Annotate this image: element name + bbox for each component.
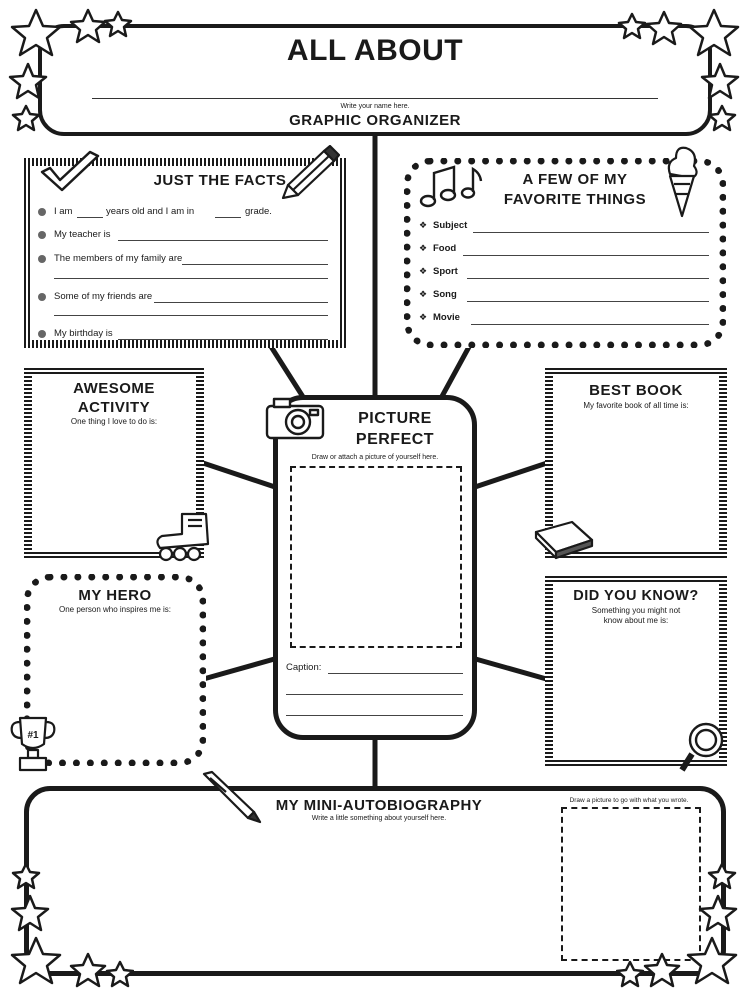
magnifying-glass-icon xyxy=(678,720,726,774)
bullet-icon xyxy=(38,208,46,216)
song-line[interactable] xyxy=(467,301,709,302)
roller-skate-icon xyxy=(152,510,212,562)
diamond-icon: ❖ xyxy=(419,289,428,299)
activity-sub: One thing I love to do is: xyxy=(70,417,158,426)
bio-sub: Write a little something about yourself here. xyxy=(311,815,447,822)
name-hint: Write your name here. xyxy=(340,103,410,110)
bullet-icon xyxy=(38,293,46,301)
activity-heading-2: ACTIVITY xyxy=(77,399,151,416)
sport-line[interactable] xyxy=(467,278,709,279)
hero-heading: MY HERO xyxy=(78,587,152,604)
fav-sport: Sport xyxy=(433,266,458,277)
fact-birthday: My birthday is xyxy=(54,328,113,339)
know-heading: DID YOU KNOW? xyxy=(573,588,699,604)
bullet-icon xyxy=(38,330,46,338)
pencil-icon xyxy=(280,145,340,199)
fact-teacher: My teacher is xyxy=(54,229,111,240)
bullet-icon xyxy=(38,255,46,263)
picture-heading-2: PERFECT xyxy=(355,431,435,448)
title-box xyxy=(38,24,712,136)
page-title: ALL ABOUT xyxy=(286,34,464,67)
picture-sub: Draw or attach a picture of yourself here. xyxy=(311,454,439,461)
checkmark-icon xyxy=(40,150,100,192)
grade-line[interactable] xyxy=(215,217,241,218)
name-line[interactable] xyxy=(92,98,658,99)
trophy-icon xyxy=(10,714,56,774)
favorites-heading-1: A FEW OF MY xyxy=(522,171,628,188)
music-notes-icon xyxy=(418,163,484,209)
star-cluster-icon xyxy=(616,858,746,993)
camera-icon xyxy=(264,396,326,442)
fav-song: Song xyxy=(433,289,457,300)
picture-box xyxy=(273,395,477,740)
fact-friends: Some of my friends are xyxy=(54,291,153,302)
photo-frame[interactable] xyxy=(290,466,462,648)
star-cluster-icon xyxy=(6,6,136,136)
bio-draw-hint: Draw a picture to go with what you wrote. xyxy=(569,797,689,804)
diamond-icon: ❖ xyxy=(419,312,428,322)
know-sub-2: know about me is: xyxy=(603,616,669,625)
age-line[interactable] xyxy=(77,217,103,218)
movie-line[interactable] xyxy=(471,324,709,325)
subtitle: GRAPHIC ORGANIZER xyxy=(289,112,461,129)
fav-movie: Movie xyxy=(433,312,460,323)
bullet-icon xyxy=(38,231,46,239)
book-heading: BEST BOOK xyxy=(589,382,683,399)
trophy-label: #1 xyxy=(27,730,39,741)
picture-heading-1: PICTURE xyxy=(358,410,432,427)
activity-heading-1: AWESOME xyxy=(73,380,155,397)
caption-line-1[interactable] xyxy=(328,673,463,674)
diamond-icon: ❖ xyxy=(419,243,428,253)
fact-age-pre: I am xyxy=(54,206,73,217)
facts-heading: JUST THE FACTS xyxy=(153,172,287,189)
food-line[interactable] xyxy=(463,255,709,256)
pen-icon xyxy=(202,770,262,824)
family-line[interactable] xyxy=(182,264,328,265)
subject-line[interactable] xyxy=(473,232,709,233)
friends-line[interactable] xyxy=(154,302,328,303)
star-cluster-icon xyxy=(614,6,744,136)
friends-line-2[interactable] xyxy=(54,315,328,316)
caption-label: Caption: xyxy=(286,662,322,673)
diamond-icon: ❖ xyxy=(419,220,428,230)
bio-heading: MY MINI-AUTOBIOGRAPHY xyxy=(275,797,483,814)
caption-line-3[interactable] xyxy=(286,715,463,716)
book-sub: My favorite book of all time is: xyxy=(583,401,689,410)
birthday-line[interactable] xyxy=(118,339,328,340)
fav-food: Food xyxy=(433,243,457,254)
ice-cream-icon xyxy=(664,144,700,218)
book-icon xyxy=(532,518,596,560)
fact-age-post: grade. xyxy=(245,206,272,217)
hero-sub: One person who inspires me is: xyxy=(58,605,172,614)
fact-family: The members of my family are xyxy=(54,253,183,264)
family-line-2[interactable] xyxy=(54,278,328,279)
diamond-icon: ❖ xyxy=(419,266,428,276)
star-cluster-icon xyxy=(4,858,134,993)
fact-age-mid: years old and I am in xyxy=(106,206,195,217)
know-sub-1: Something you might not xyxy=(591,606,681,615)
caption-line-2[interactable] xyxy=(286,694,463,695)
teacher-line[interactable] xyxy=(118,240,328,241)
favorites-heading-2: FAVORITE THINGS xyxy=(503,191,647,208)
fav-subject: Subject xyxy=(433,220,468,231)
